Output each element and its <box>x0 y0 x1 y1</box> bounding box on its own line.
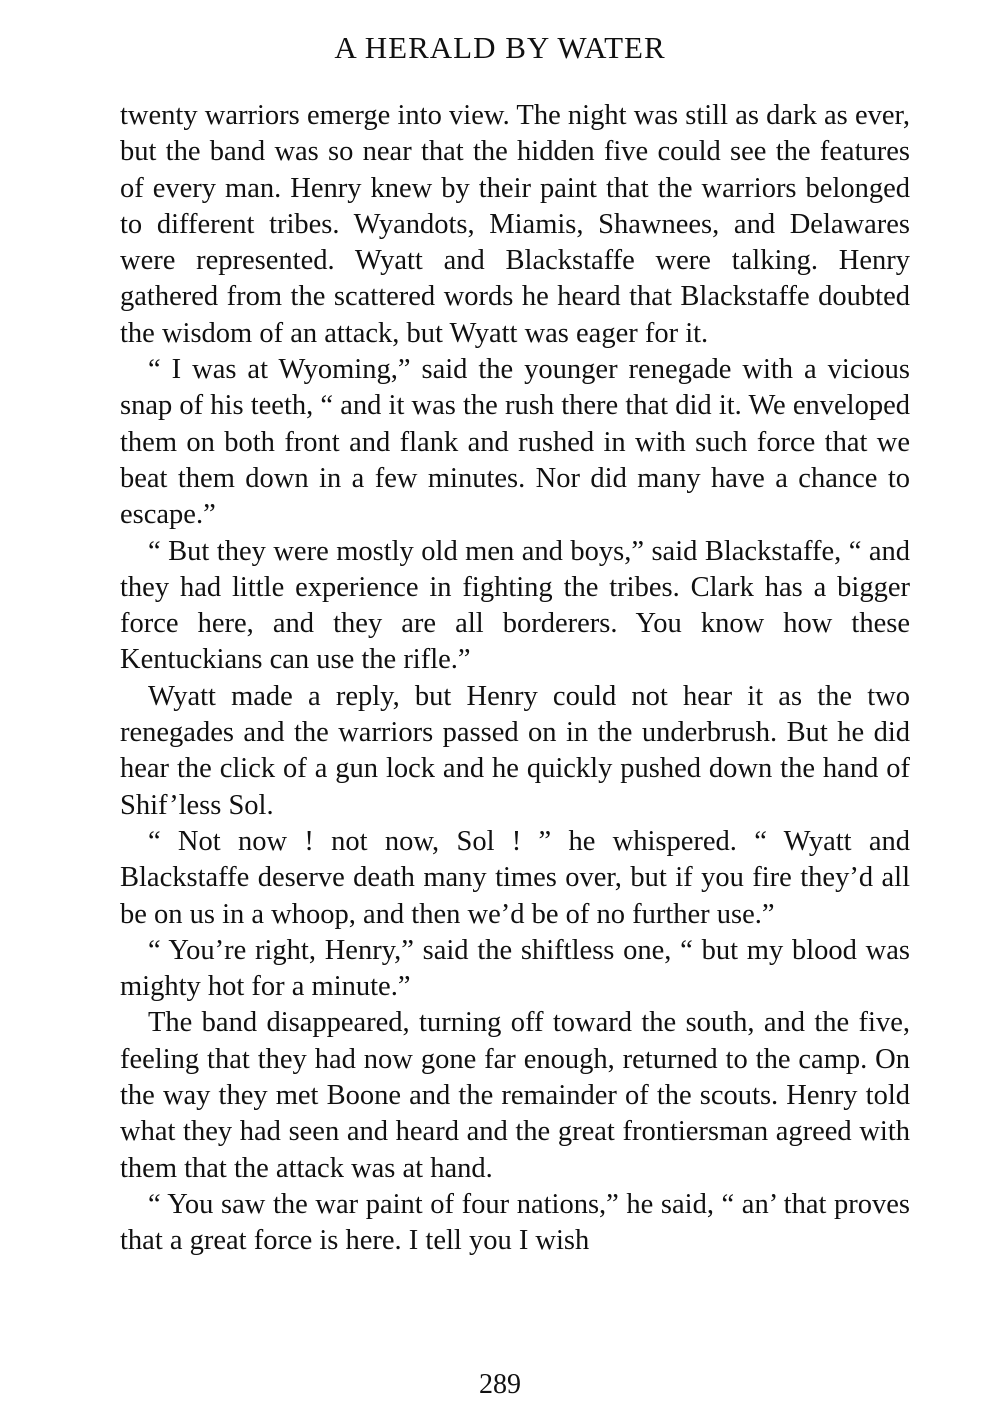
paragraph-4: Wyatt made a reply, but Henry could not hear it as the two renegades and the warriors passed on in the underbrush. But he did hear the click of a gun lock and he quickly pushed down the hand of Shif’less Sol. <box>120 680 910 821</box>
paragraph-6: “ You’re right, Henry,” said the shiftless one, “ but my blood was mighty hot for a minute.” <box>120 934 910 1003</box>
paragraph-2: “ I was at Wyoming,” said the younger renegade with a vicious snap of his teeth, “ and it was the rush there that did it. We enveloped them on both front and flank and rushed in with such force that we beat them down in a few minutes. Nor did many have a chance to escape.” <box>120 354 910 531</box>
page-number: 289 <box>479 1369 521 1400</box>
paragraph-1: twenty warriors emerge into view. The night was still as dark as ever, but the band was so near that the hidden five could see the features of every man. Henry knew by their paint that the warriors belonged to different tribes. Wyandots, Miamis, Shawnees, and Delawares were represented. Wyatt and Blackstaffe were talking. Henry gathered from the scattered words he heard that Blackstaffe doubted the wisdom of an attack, but Wyatt was eager for it. <box>120 100 910 349</box>
body-text <box>120 98 910 1260</box>
paragraph-8: “ You saw the war paint of four nations,” he said, “ an’ that proves that a great force is here. I tell you I wish <box>120 1188 910 1257</box>
paragraph-5: “ Not now ! not now, Sol ! ” he whispered. “ Wyatt and Blackstaffe deserve death many times over, but if you fire they’d all be on us in a whoop, and then we’d be of no further use.” <box>120 825 910 930</box>
running-head: A HERALD BY WATER <box>334 30 666 65</box>
paragraph-3: “ But they were mostly old men and boys,” said Blackstaffe, “ and they had little experience in fighting the tribes. Clark has a bigger force here, and they are all borderers. You know how these Kentuckians can use the rifle.” <box>120 535 910 676</box>
paragraph-7: The band disappeared, turning off toward the south, and the five, feeling that they had now gone far enough, returned to the camp. On the way they met Boone and the remainder of the scouts. Henry told what they had seen and heard and the great frontiersman agreed with them that the attack was at hand. <box>120 1007 910 1184</box>
